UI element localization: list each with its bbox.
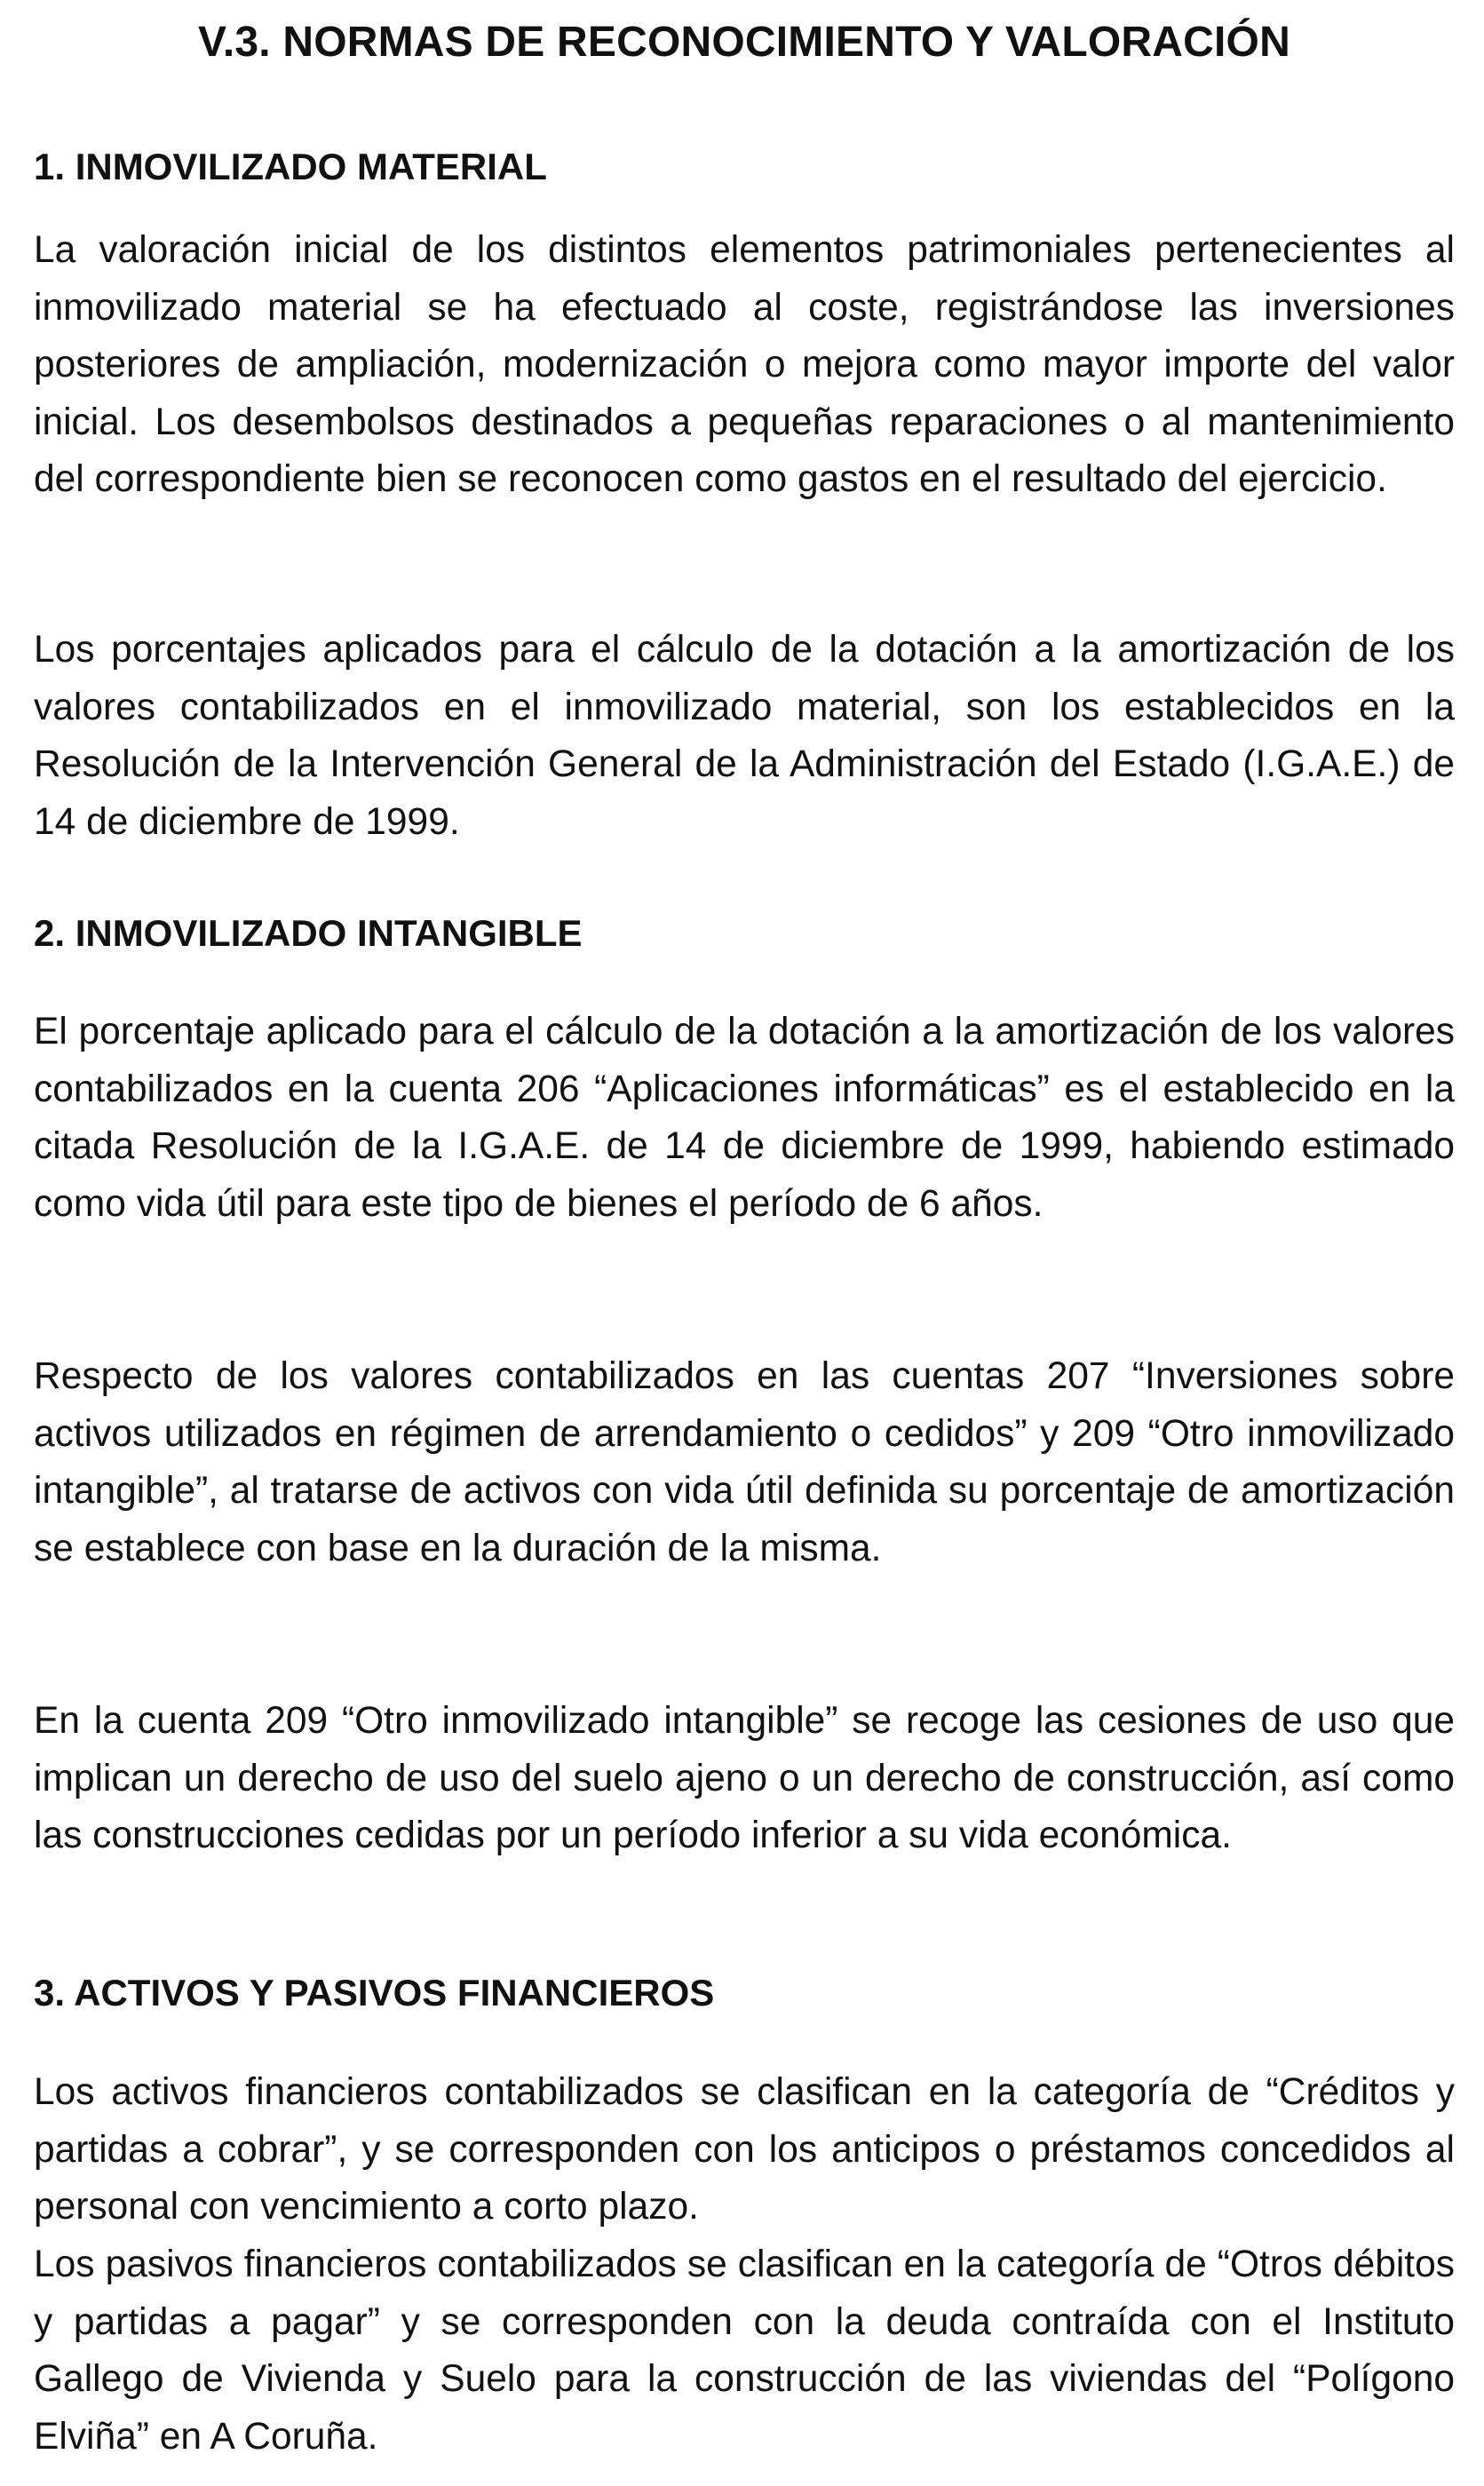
paragraph-pasivos-financieros: Los pasivos financieros contabilizados se clasifican en la categoría de “Otros débitos y partidas a pagar” y se corresponden con la deuda contraída con el Instituto Gallego de Vivienda y Suelo para la construcción de las viviendas del “Polígono Elviña” en A Coruña. [34,2244,1455,2458]
paragraph-intangible-cesiones: En la cuenta 209 “Otro inmovilizado intangible” se recoge las cesiones de uso que implican un derecho de uso del suelo ajeno o un derecho de construcción, así como las construcciones cedidas por un período inferior a su vida económica. [34,1700,1455,1856]
paragraph-material-amortizacion: Los porcentajes aplicados para el cálculo de la dotación a la amortización de los valores contabilizados en el inmovilizado material, son los establecidos en la Resolución de la Intervención General de la Administración del Estado (I.G.A.E.) de 14 de diciembre de 1999. [34,629,1455,843]
paragraph-intangible-aplicaciones: El porcentaje aplicado para el cálculo de la dotación a la amortización de los valores contabilizados en la cuenta 206 “Aplicaciones informáticas” es el establecido en la citada Resolución de la I.G.A.E. de 14 de diciembre de 1999, habiendo estimado como vida útil para este tipo de bienes el período de 6 años. [34,1011,1455,1225]
paragraph-intangible-cuentas-207-209: Respecto de los valores contabilizados en las cuentas 207 “Inversiones sobre activos utilizados en régimen de arrendamiento o cedidos” y 209 “Otro inmovilizado intangible”, al tratarse de activos con vida útil definida su porcentaje de amortización se establece con base en la duración de la misma. [34,1355,1455,1569]
page-title: V.3. NORMAS DE RECONOCIMIENTO Y VALORACIÓN [198,19,1290,66]
section-heading-inmovilizado-intangible: 2. INMOVILIZADO INTANGIBLE [34,912,583,954]
paragraph-material-valoracion: La valoración inicial de los distintos elementos patrimoniales pertenecientes al inmovilizado material se ha efectuado al coste, registrándose las inversiones posteriores de ampliación, modernización o mejora como mayor importe del valor inicial. Los desembolsos destinados a pequeñas reparaciones o al mantenimiento del correspondiente bien se reconocen como gastos en el resultado del ejercicio. [34,229,1455,500]
paragraph-activos-financieros: Los activos financieros contabilizados se clasifican en la categoría de “Créditos y partidas a cobrar”, y se corresponden con los anticipos o préstamos concedidos al personal con vencimiento a corto plazo. [34,2071,1455,2228]
section-heading-inmovilizado-material: 1. INMOVILIZADO MATERIAL [34,146,547,187]
section-heading-activos-pasivos-financieros: 3. ACTIVOS Y PASIVOS FINANCIEROS [34,1972,715,2013]
